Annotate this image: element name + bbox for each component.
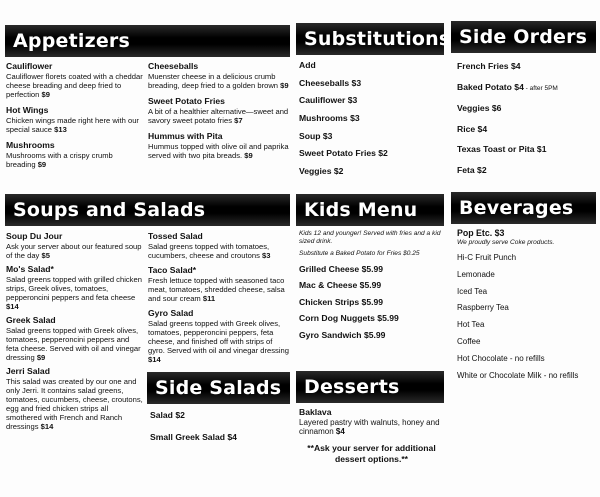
item-price: $14 — [148, 355, 161, 364]
item-name: Greek Salad — [6, 315, 56, 325]
item-price: $5 — [41, 251, 50, 260]
appetizers-left-column — [6, 61, 144, 175]
substitution-item: Cauliflower $3 — [299, 95, 358, 106]
beverages-header: Beverages — [451, 192, 596, 224]
pop-note: We proudly serve Coke products. — [457, 239, 555, 246]
beverage-item: Lemonade — [457, 269, 495, 279]
beverage-item: White or Chocolate Milk - no refills — [457, 370, 579, 380]
kids-substitute-note: Substitute a Baked Potato for Fries $0.25 — [299, 250, 420, 257]
side-orders-list — [457, 61, 597, 186]
item-description: Fresh lettuce topped with seasoned taco meat, tomatoes, shredded cheese, salsa and sour cream — [148, 276, 285, 303]
dessert-note-line1: **Ask your server for additional — [307, 442, 436, 453]
desserts-header: Desserts — [296, 371, 444, 403]
item-description: Ask your server about our featured soup of the day — [6, 242, 142, 260]
substitution-item: Mushrooms $3 — [299, 113, 360, 124]
soups-left-column — [6, 231, 144, 437]
side-order-note: - after 5PM — [523, 84, 558, 92]
item-description: Salad greens topped with Greek olives, tomatoes, pepperoncini peppers, feta cheese, and finished off with strips of gyro. Served with oil and vinegar dressing — [148, 319, 289, 355]
kids-menu-header: Kids Menu — [296, 194, 444, 226]
menu-item — [6, 231, 144, 260]
menu-item — [148, 265, 290, 303]
item-name: Hot Wings — [6, 105, 49, 115]
side-order-item: French Fries $4 — [457, 61, 521, 71]
item-description: Cauliflower florets coated with a cheddar cheese breading and deep fried to perfection — [6, 72, 143, 99]
item-description: Chicken wings made right here with our special sauce — [6, 116, 139, 134]
side-salads-list — [150, 410, 290, 450]
menu-item — [6, 366, 144, 431]
item-description: Hummus topped with olive oil and paprika served with two pita breads. — [148, 142, 289, 160]
item-price: $14 — [6, 302, 19, 311]
kids-item: Chicken Strips $5.99 — [299, 296, 384, 307]
side-orders-header: Side Orders — [451, 21, 596, 53]
item-name: Taco Salad* — [148, 265, 197, 275]
item-name: Gyro Salad — [148, 308, 194, 318]
dessert-description: Layered pastry with walnuts, honey and cinnamon — [299, 418, 440, 437]
side-salad-item: Salad $2 — [150, 410, 185, 420]
beverage-item: Hot Tea — [457, 320, 485, 330]
soups-right-column — [148, 231, 290, 370]
item-name: Soup Du Jour — [6, 231, 63, 241]
item-price: $9 — [280, 81, 289, 90]
item-description: Salad greens topped with tomatoes, cucumbers, cheese and croutons — [148, 242, 270, 260]
item-description: Muenster cheese in a delicious crumb breading, deep fried to a golden brown — [148, 72, 279, 90]
desserts-list — [299, 407, 444, 465]
menu-item — [6, 61, 144, 99]
pop-item: Pop Etc. $3 — [457, 228, 505, 238]
beverage-item: Hi-C Fruit Punch — [457, 253, 517, 262]
item-name: Tossed Salad — [148, 231, 203, 241]
substitution-item: Veggies $2 — [299, 166, 344, 177]
dessert-name: Baklava — [299, 407, 332, 417]
kids-item: Corn Dog Nuggets $5.99 — [299, 313, 399, 324]
beverage-item: Raspberry Tea — [457, 303, 509, 313]
substitution-item: Cheeseballs $3 — [299, 77, 362, 88]
soups-salads-header: Soups and Salads — [5, 194, 290, 226]
appetizers-header: Appetizers — [5, 25, 290, 57]
kids-menu-list — [299, 230, 444, 346]
item-description: Mushrooms with a crispy crumb breading — [6, 151, 113, 169]
kids-item: Gyro Sandwich $5.99 — [299, 329, 386, 340]
side-order-item: Baked Potato $4 - after 5PM — [457, 81, 558, 92]
item-description: This salad was created by our one and only Jerri. It contains salad greens, tomatoes, cucumbers, cheese, croutons, egg and fried chicken strips all smothered with French and Ranch dressings — [6, 377, 143, 431]
dessert-price: $4 — [335, 427, 345, 437]
menu-item — [6, 264, 144, 311]
dessert-note-line2: dessert options.** — [334, 453, 409, 464]
substitutions-list — [299, 60, 444, 184]
item-price: $7 — [234, 116, 243, 125]
beverage-item: Iced Tea — [457, 286, 488, 296]
item-name: Cheeseballs — [148, 61, 199, 71]
menu-item — [6, 105, 144, 134]
item-name: Mushrooms — [6, 140, 55, 150]
substitution-item: Add — [299, 60, 316, 70]
kids-item: Mac & Cheese $5.99 — [299, 280, 382, 291]
menu-item — [148, 131, 290, 160]
item-name: Jerri Salad — [6, 366, 50, 376]
beverage-item: Coffee — [457, 336, 481, 346]
side-order-item: Feta $2 — [457, 164, 487, 175]
beverages-list — [457, 228, 597, 387]
item-price: $13 — [54, 125, 67, 134]
item-price: $11 — [202, 294, 216, 303]
item-price: $9 — [36, 353, 46, 362]
item-name: Sweet Potato Fries — [148, 96, 225, 106]
menu-item — [148, 61, 290, 90]
item-price: $3 — [262, 251, 271, 260]
item-description: A bit of a healthier alternative—sweet and savory sweet potato fries — [148, 107, 289, 125]
item-price: $14 — [40, 422, 54, 431]
item-name: Cauliflower — [6, 61, 53, 71]
menu-item — [6, 140, 144, 169]
side-order-item: Texas Toast or Pita $1 — [457, 144, 547, 155]
menu-item — [148, 231, 290, 260]
item-price: $9 — [37, 160, 47, 169]
side-salad-item: Small Greek Salad $4 — [150, 432, 237, 442]
side-order-item: Rice $4 — [457, 123, 488, 134]
item-description: Salad greens topped with Greek olives, tomatoes, pepperoncini peppers and feta cheese. Served with oil and vinegar dressing — [6, 326, 141, 362]
menu-item — [148, 308, 290, 364]
substitution-item: Soup $3 — [299, 130, 333, 141]
appetizers-right-column — [148, 61, 290, 166]
item-description: Salad greens topped with grilled chicken strips, Greek olives, tomatoes, pepperoncini peppers and feta cheese — [6, 275, 142, 302]
kids-note: Kids 12 and younger! Served with fries and a kid sized drink. — [299, 230, 441, 245]
substitution-item: Sweet Potato Fries $2 — [299, 148, 388, 159]
item-name: Hummus with Pita — [148, 131, 223, 141]
item-price: $9 — [41, 90, 50, 99]
side-salads-header: Side Salads — [147, 372, 290, 404]
kids-item: Grilled Cheese $5.99 — [299, 264, 384, 274]
item-name: Mo's Salad* — [6, 264, 54, 274]
substitutions-header: Substitutions — [296, 23, 444, 55]
side-order-item: Veggies $6 — [457, 103, 502, 114]
item-price: $9 — [244, 151, 253, 160]
beverage-item: Hot Chocolate - no refills — [457, 353, 545, 363]
menu-item — [148, 96, 290, 125]
menu-item — [6, 315, 144, 362]
